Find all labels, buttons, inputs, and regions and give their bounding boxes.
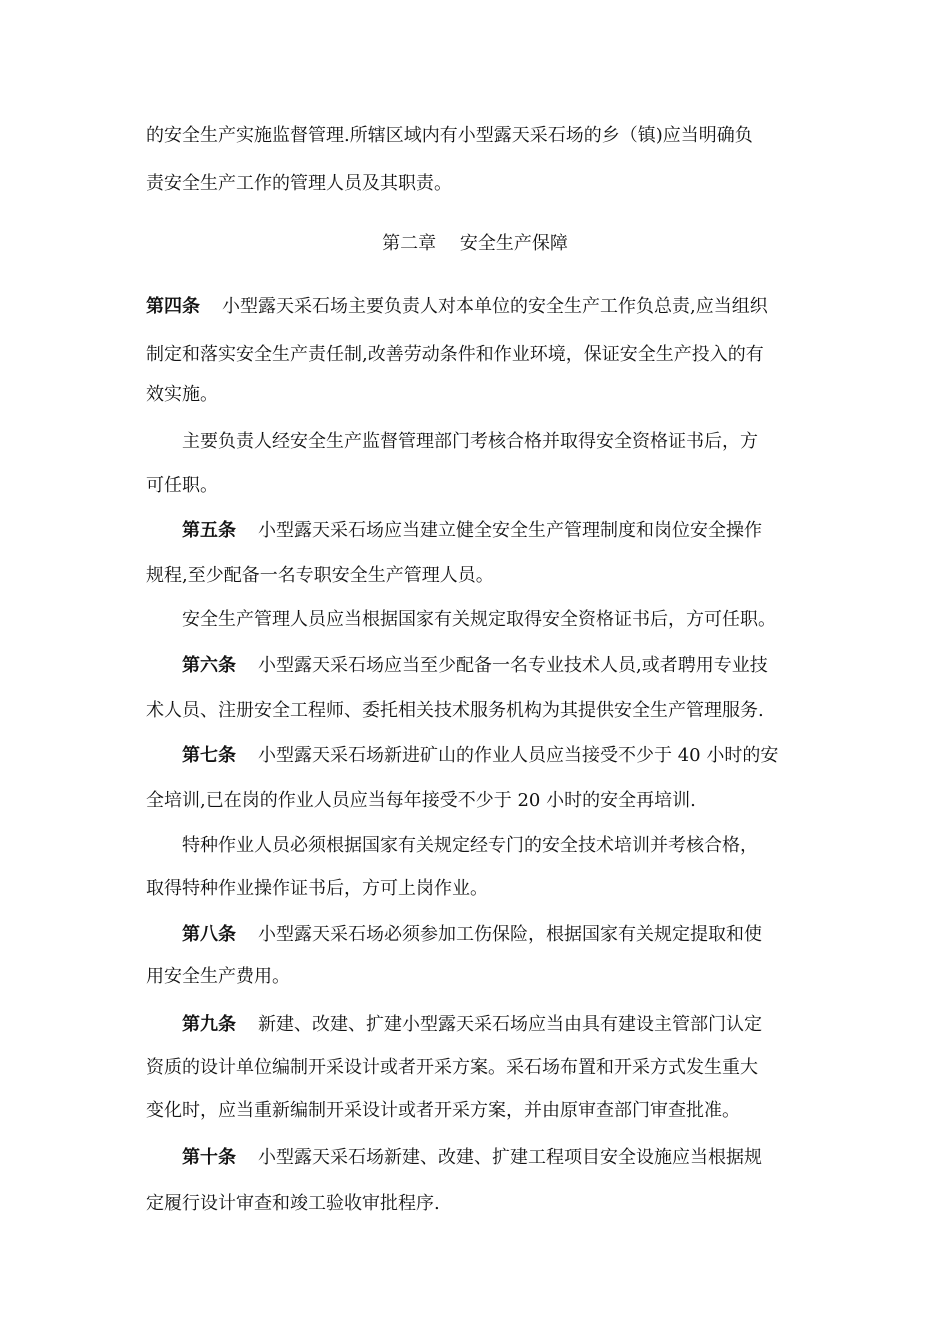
article-text: 小型露天采石场新建、改建、扩建工程项目安全设施应当根据规 <box>258 1147 762 1168</box>
paragraph-line: 变化时，应当重新编制开采设计或者开采方案，并由原审查部门审查批准。 <box>146 1100 740 1121</box>
paragraph-line: 责安全生产工作的管理人员及其职责。 <box>146 173 452 194</box>
paragraph-line: 全培训,已在岗的作业人员应当每年接受不少于 20 小时的安全再培训. <box>146 790 696 811</box>
paragraph-line: 资质的设计单位编制开采设计或者开采方案。采石场布置和开采方式发生重大 <box>146 1057 758 1078</box>
paragraph-line: 术人员、注册安全工程师、委托相关技术服务机构为其提供安全生产管理服务. <box>146 700 764 721</box>
paragraph-line: 取得特种作业操作证书后，方可上岗作业。 <box>146 878 488 899</box>
chapter-heading: 第二章 安全生产保障 <box>382 233 568 254</box>
article-6-line <box>182 654 768 678</box>
article-8-line <box>182 923 762 947</box>
article-label: 第九条 <box>182 1014 236 1035</box>
article-label: 第六条 <box>182 655 236 676</box>
article-text: 小型露天采石场必须参加工伤保险，根据国家有关规定提取和使 <box>258 924 762 945</box>
paragraph-line: 安全生产管理人员应当根据国家有关规定取得安全资格证书后，方可任职。 <box>182 609 776 630</box>
article-4-line <box>146 295 768 319</box>
article-label: 第五条 <box>182 520 236 541</box>
article-label: 第四条 <box>146 296 200 317</box>
paragraph-line: 定履行设计审查和竣工验收审批程序. <box>146 1193 440 1214</box>
article-label: 第十条 <box>182 1147 236 1168</box>
article-text: 新建、改建、扩建小型露天采石场应当由具有建设主管部门认定 <box>258 1014 762 1035</box>
paragraph-line: 效实施。 <box>146 384 218 405</box>
article-text: 小型露天采石场应当建立健全安全生产管理制度和岗位安全操作 <box>258 520 762 541</box>
article-7-line <box>182 744 778 768</box>
article-5-line <box>182 519 762 543</box>
paragraph-line: 主要负责人经安全生产监督管理部门考核合格并取得安全资格证书后，方 <box>182 431 758 452</box>
article-10-line <box>182 1146 762 1170</box>
paragraph-line: 可任职。 <box>146 475 218 496</box>
article-text: 小型露天采石场新进矿山的作业人员应当接受不少于 40 小时的安 <box>258 745 779 766</box>
paragraph-line: 特种作业人员必须根据国家有关规定经专门的安全技术培训并考核合格， <box>182 835 758 856</box>
paragraph-line: 用安全生产费用。 <box>146 966 290 987</box>
paragraph-line: 规程,至少配备一名专职安全生产管理人员。 <box>146 565 494 586</box>
article-label: 第八条 <box>182 924 236 945</box>
article-label: 第七条 <box>182 745 236 766</box>
paragraph-line: 制定和落实安全生产责任制,改善劳动条件和作业环境，保证安全生产投入的有 <box>146 344 764 365</box>
paragraph-line: 的安全生产实施监督管理.所辖区域内有小型露天采石场的乡（镇)应当明确负 <box>146 125 753 146</box>
article-text: 小型露天采石场应当至少配备一名专业技术人员,或者聘用专业技 <box>258 655 768 676</box>
article-9-line <box>182 1013 762 1037</box>
article-text: 小型露天采石场主要负责人对本单位的安全生产工作负总责,应当组织 <box>222 296 768 317</box>
